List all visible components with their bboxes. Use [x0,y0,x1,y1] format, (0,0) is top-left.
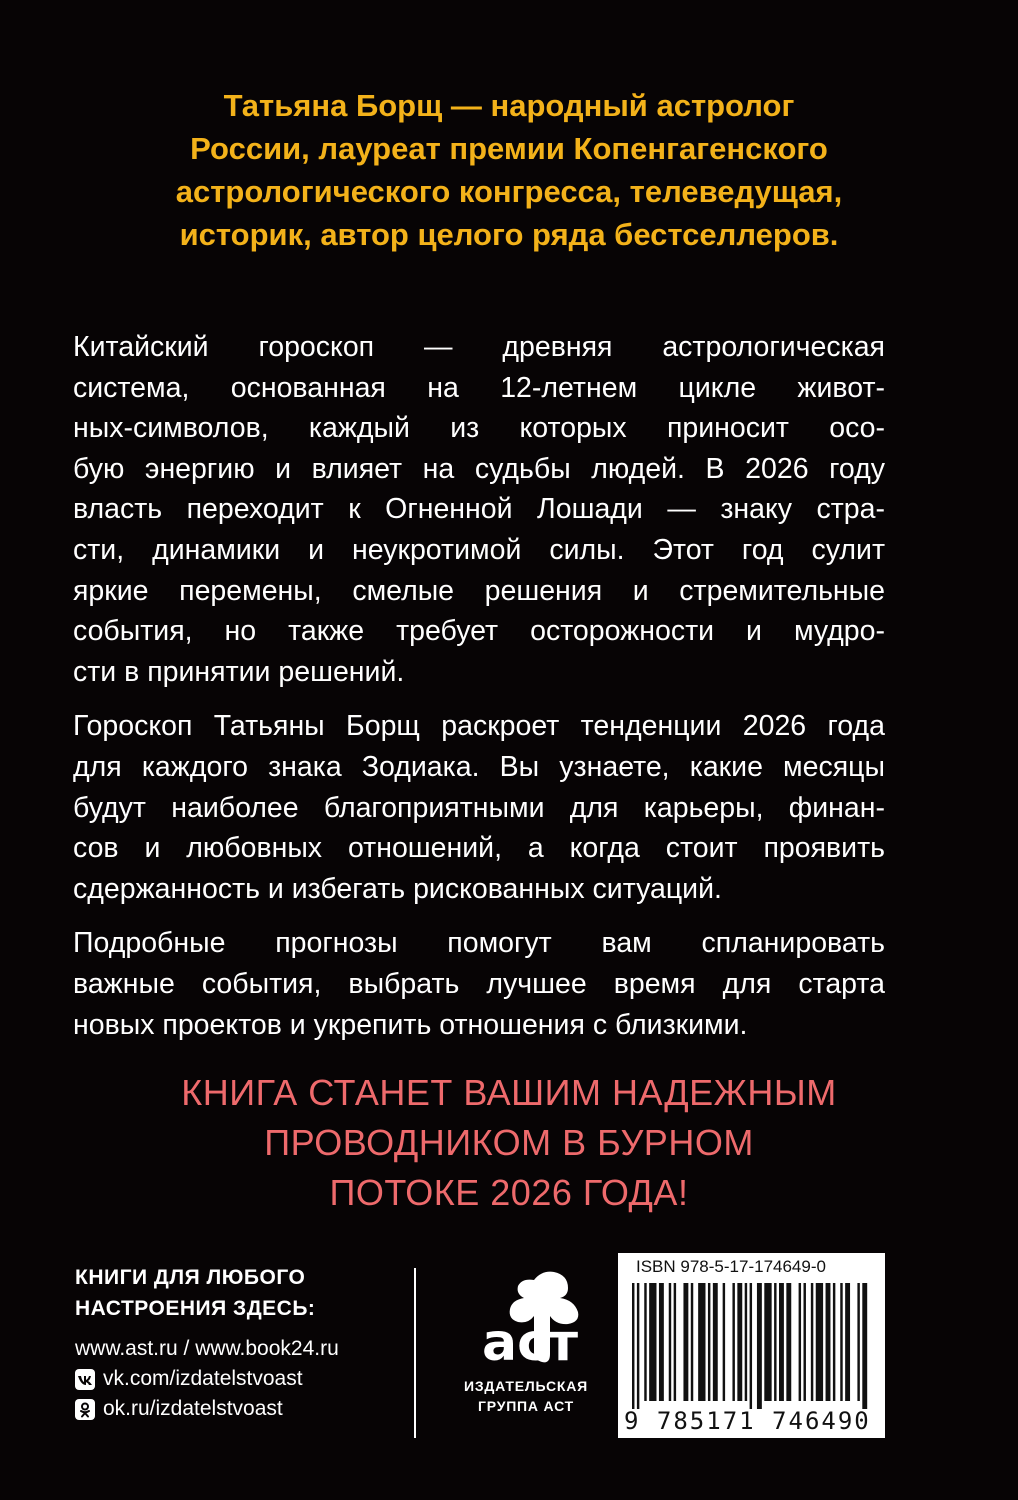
description-line: для каждого знака Зодиака. Вы узнаете, какие месяцы [73,750,885,783]
barcode-bar [804,1283,806,1401]
barcode-bar [845,1283,850,1401]
barcode-bar [659,1283,664,1401]
slogan-line: ПОТОКЕ 2026 ГОДА! [329,1172,689,1213]
barcode-bar [691,1283,693,1401]
links-heading [75,1262,405,1324]
barcode-bar [757,1283,762,1409]
barcode-bar [637,1283,639,1409]
barcode-bar [799,1283,801,1401]
publisher-name-line: ГРУППА АСТ [478,1398,574,1414]
links-heading-line: КНИГИ ДЛЯ ЛЮБОГО [75,1266,306,1289]
barcode-bar [786,1283,791,1401]
book-description [73,327,885,1059]
slogan [40,1068,978,1218]
description-line: Китайский гороскоп — древняя астрологическая [73,331,885,363]
barcode-bar [737,1283,742,1401]
odnoklassniki-icon [75,1399,95,1419]
publisher-name-line: ИЗДАТЕЛЬСКАЯ [463,1378,589,1394]
ast-logo-text: аст [482,1313,579,1372]
description-line: сти в принятии решений. [73,655,405,688]
description-line: власть переходит к Огненной Лошади — знаку стра- [73,493,885,526]
description-paragraph [73,327,885,692]
description-line: яркие перемены, смелые решения и стремительные [73,574,885,607]
vk-link[interactable] [75,1364,405,1394]
description-line: будут наиболее благоприятными для карьеры, финан- [73,791,885,824]
ok-link[interactable] [75,1394,405,1424]
description-line: Гороскоп Татьяны Борщ раскроет тенденции 2026 года [73,710,885,743]
description-paragraph [73,706,885,909]
description-line: новых проектов и укрепить отношения с близкими. [73,1008,748,1041]
barcode-bar [862,1283,867,1409]
barcode-bar [811,1283,813,1401]
author-bio-line: астрологического конгресса, телеведущая, [175,174,843,209]
barcode-bar [779,1283,784,1401]
author-bio-line: историк, автор целого ряда бестселлеров. [179,217,839,252]
vk-icon [75,1369,95,1389]
description-line: система, основанная на 12-летнем цикле живот- [73,371,885,404]
barcode-bar [723,1283,725,1401]
barcode-bar [683,1283,688,1401]
isbn-barcode [618,1253,885,1438]
barcode-bar [713,1283,718,1401]
description-line: Подробные прогнозы помогут вам спланировать [73,927,885,960]
vk-link-text: vk.com/izdatelstvoast [103,1367,303,1390]
description-line: события, но также требует осторожности и мудро- [73,615,885,648]
ast-logo-icon [464,1262,588,1372]
description-line: сдержанность и избегать рискованных ситуаций. [73,872,722,905]
barcode-bar [644,1283,646,1401]
ok-link-text: ok.ru/izdatelstvoast [103,1397,283,1420]
barcode-bar [649,1283,656,1401]
barcode-bar [745,1283,747,1401]
barcode-bar [750,1283,752,1409]
author-bio-line: Татьяна Борщ — народный астролог [223,88,795,123]
footer-divider [414,1268,416,1438]
barcode-bars [632,1283,872,1409]
description-line: ных-символов, каждый из которых приносит осо- [73,412,885,445]
publisher-links [75,1262,405,1424]
slogan-line: ПРОВОДНИКОМ В БУРНОМ [264,1122,754,1163]
barcode-bar [840,1283,842,1401]
links-heading-line: НАСТРОЕНИЯ ЗДЕСЬ: [75,1297,316,1320]
barcode-bar [708,1283,710,1401]
barcode-bar [669,1283,671,1401]
slogan-line: КНИГА СТАНЕТ ВАШИМ НАДЕЖНЫМ [181,1072,837,1113]
isbn-number: ISBN 978-5-17-174649-0 [636,1257,826,1276]
barcode-bar [833,1283,835,1401]
barcode-bar [826,1283,831,1401]
barcode-digits: 9 785171 746490 [624,1407,871,1435]
barcode-bar [674,1283,676,1401]
description-paragraph [73,923,885,1045]
barcode-bar [857,1283,859,1401]
description-line: сти, динамики и неукротимой силы. Этот год сулит [73,533,885,566]
barcode-bar [774,1283,776,1401]
barcode-bar [632,1283,634,1409]
description-line: бую энергию и влияет на судьбы людей. В 2026 году [73,452,885,485]
description-line: сов и любовных отношений, а когда стоит проявить [73,832,885,865]
description-line: важные события, выбрать лучшее время для старта [73,967,885,1000]
publisher-name [446,1376,606,1416]
publisher-block [446,1262,606,1416]
author-bio-line: России, лауреат премии Копенгагенского [190,131,828,166]
author-bio [60,84,958,256]
barcode-bar [732,1283,734,1401]
barcode-bar [816,1283,823,1401]
website-links[interactable]: www.ast.ru / www.book24.ru [75,1337,339,1360]
barcode-bar [764,1283,771,1401]
barcode-bar [698,1283,705,1401]
